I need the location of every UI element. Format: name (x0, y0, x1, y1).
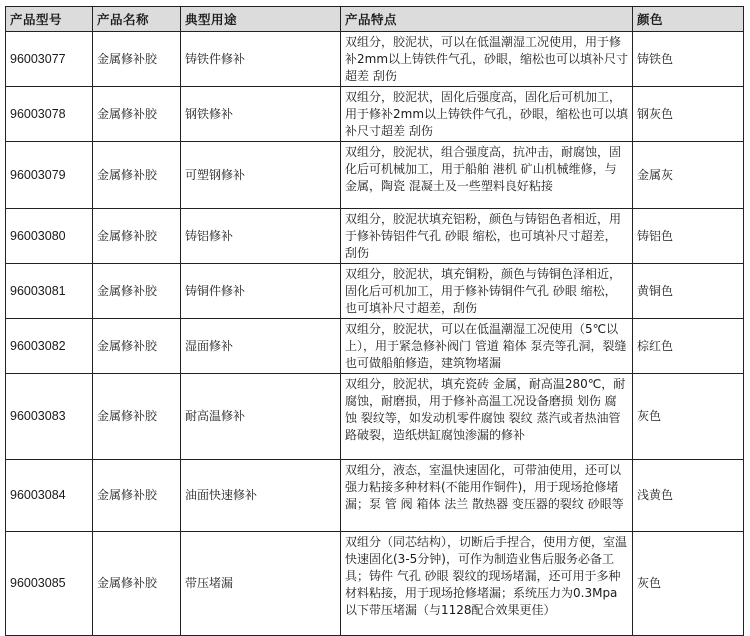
model-cell: 96003079 (6, 142, 93, 209)
name-cell: 金属修补胶 (93, 374, 181, 460)
model-cell: 96003085 (6, 532, 93, 636)
features-cell: 双组分，胶泥状，填充瓷砖 金属，耐高温280℃，耐腐蚀，耐磨损，用于修补高温工况设备磨损 划伤 腐蚀 裂纹等，如发动机零件腐蚀 裂纹 蒸汽或者热油管路破裂，造纸烘缸腐蚀渗漏的修补 (341, 374, 633, 460)
name-cell: 金属修补胶 (93, 460, 181, 532)
usage-cell: 铸铜件修补 (181, 264, 341, 319)
name-cell: 金属修补胶 (93, 87, 181, 142)
usage-cell: 湿面修补 (181, 319, 341, 374)
model-cell: 96003081 (6, 264, 93, 319)
color-cell: 黄铜色 (633, 264, 744, 319)
model-cell: 96003078 (6, 87, 93, 142)
color-cell: 金属灰 (633, 142, 744, 209)
header-row (6, 7, 744, 32)
table-row (6, 264, 744, 319)
table-row (6, 32, 744, 87)
table-row (6, 209, 744, 264)
model-cell: 96003080 (6, 209, 93, 264)
model-cell: 96003083 (6, 374, 93, 460)
table-row (6, 319, 744, 374)
usage-cell: 铸铁件修补 (181, 32, 341, 87)
color-cell: 灰色 (633, 532, 744, 636)
table-row (6, 532, 744, 636)
usage-cell: 油面快速修补 (181, 460, 341, 532)
features-cell: 双组分，胶泥状，组合强度高，抗冲击，耐腐蚀，固化后可机械加工，用于船舶 港机 矿山机械维修，与金属，陶瓷 混凝土及一些塑料良好粘接 (341, 142, 633, 209)
usage-cell: 钢铁修补 (181, 87, 341, 142)
model-cell: 96003082 (6, 319, 93, 374)
model-cell: 96003084 (6, 460, 93, 532)
color-cell: 灰色 (633, 374, 744, 460)
table-row (6, 374, 744, 460)
color-cell: 铸铁色 (633, 32, 744, 87)
header-features: 产品特点 (341, 7, 633, 32)
name-cell: 金属修补胶 (93, 209, 181, 264)
usage-cell: 带压堵漏 (181, 532, 341, 636)
name-cell: 金属修补胶 (93, 32, 181, 87)
features-cell: 双组分，胶泥状，可以在低温潮湿工况使用（5℃以上），用于紧急修补阀门 管道 箱体 泵壳等孔洞，裂缝也可做船舶修造，建筑物堵漏 (341, 319, 633, 374)
name-cell: 金属修补胶 (93, 264, 181, 319)
table-row (6, 87, 744, 142)
usage-cell: 可塑钢修补 (181, 142, 341, 209)
header-color: 颜色 (633, 7, 744, 32)
header-name: 产品名称 (93, 7, 181, 32)
model-cell: 96003077 (6, 32, 93, 87)
header-model: 产品型号 (6, 7, 93, 32)
features-cell: 双组分，液态，室温快速固化，可带油使用，还可以强力粘接多种材料(不能用作铜件)，用于现场抢修堵漏；泵 管 阀 箱体 法兰 散热器 变压器的裂纹 砂眼等 (341, 460, 633, 532)
name-cell: 金属修补胶 (93, 319, 181, 374)
color-cell: 棕红色 (633, 319, 744, 374)
features-cell: 双组分（同芯结构），切断后手捏合，使用方便，室温快速固化(3-5分钟)，可作为制造业售后服务必备工具；铸件 气孔 砂眼 裂纹的现场堵漏，还可用于多种材料粘接，用于现场抢修堵漏；系统压力为0.3Mpa以下带压堵漏（与1128配合效果更佳） (341, 532, 633, 636)
color-cell: 钢灰色 (633, 87, 744, 142)
features-cell: 双组分，胶泥状填充铝粉，颜色与铸铝色者相近，用于修补铸铝件气孔 砂眼 缩松，也可填补尺寸超差，刮伤 (341, 209, 633, 264)
product-table (5, 6, 744, 636)
features-cell: 双组分，胶泥状，填充铜粉，颜色与铸铜色泽相近，固化后可机加工，用于修补铸铜件气孔 砂眼 缩松，也可填补尺寸超差，刮伤 (341, 264, 633, 319)
table-row (6, 142, 744, 209)
features-cell: 双组分，胶泥状，可以在低温潮湿工况使用，用于修补2mm以上铸铁件气孔，砂眼，缩松也可以填补尺寸超差 刮伤 (341, 32, 633, 87)
name-cell: 金属修补胶 (93, 142, 181, 209)
usage-cell: 铸铝修补 (181, 209, 341, 264)
name-cell: 金属修补胶 (93, 532, 181, 636)
usage-cell: 耐高温修补 (181, 374, 341, 460)
table-row (6, 460, 744, 532)
features-cell: 双组分，胶泥状，固化后强度高，固化后可机加工，用于修补2mm以上铸铁件气孔，砂眼，缩松也可以填补尺寸超差 刮伤 (341, 87, 633, 142)
color-cell: 浅黄色 (633, 460, 744, 532)
color-cell: 铸铝色 (633, 209, 744, 264)
header-usage: 典型用途 (181, 7, 341, 32)
